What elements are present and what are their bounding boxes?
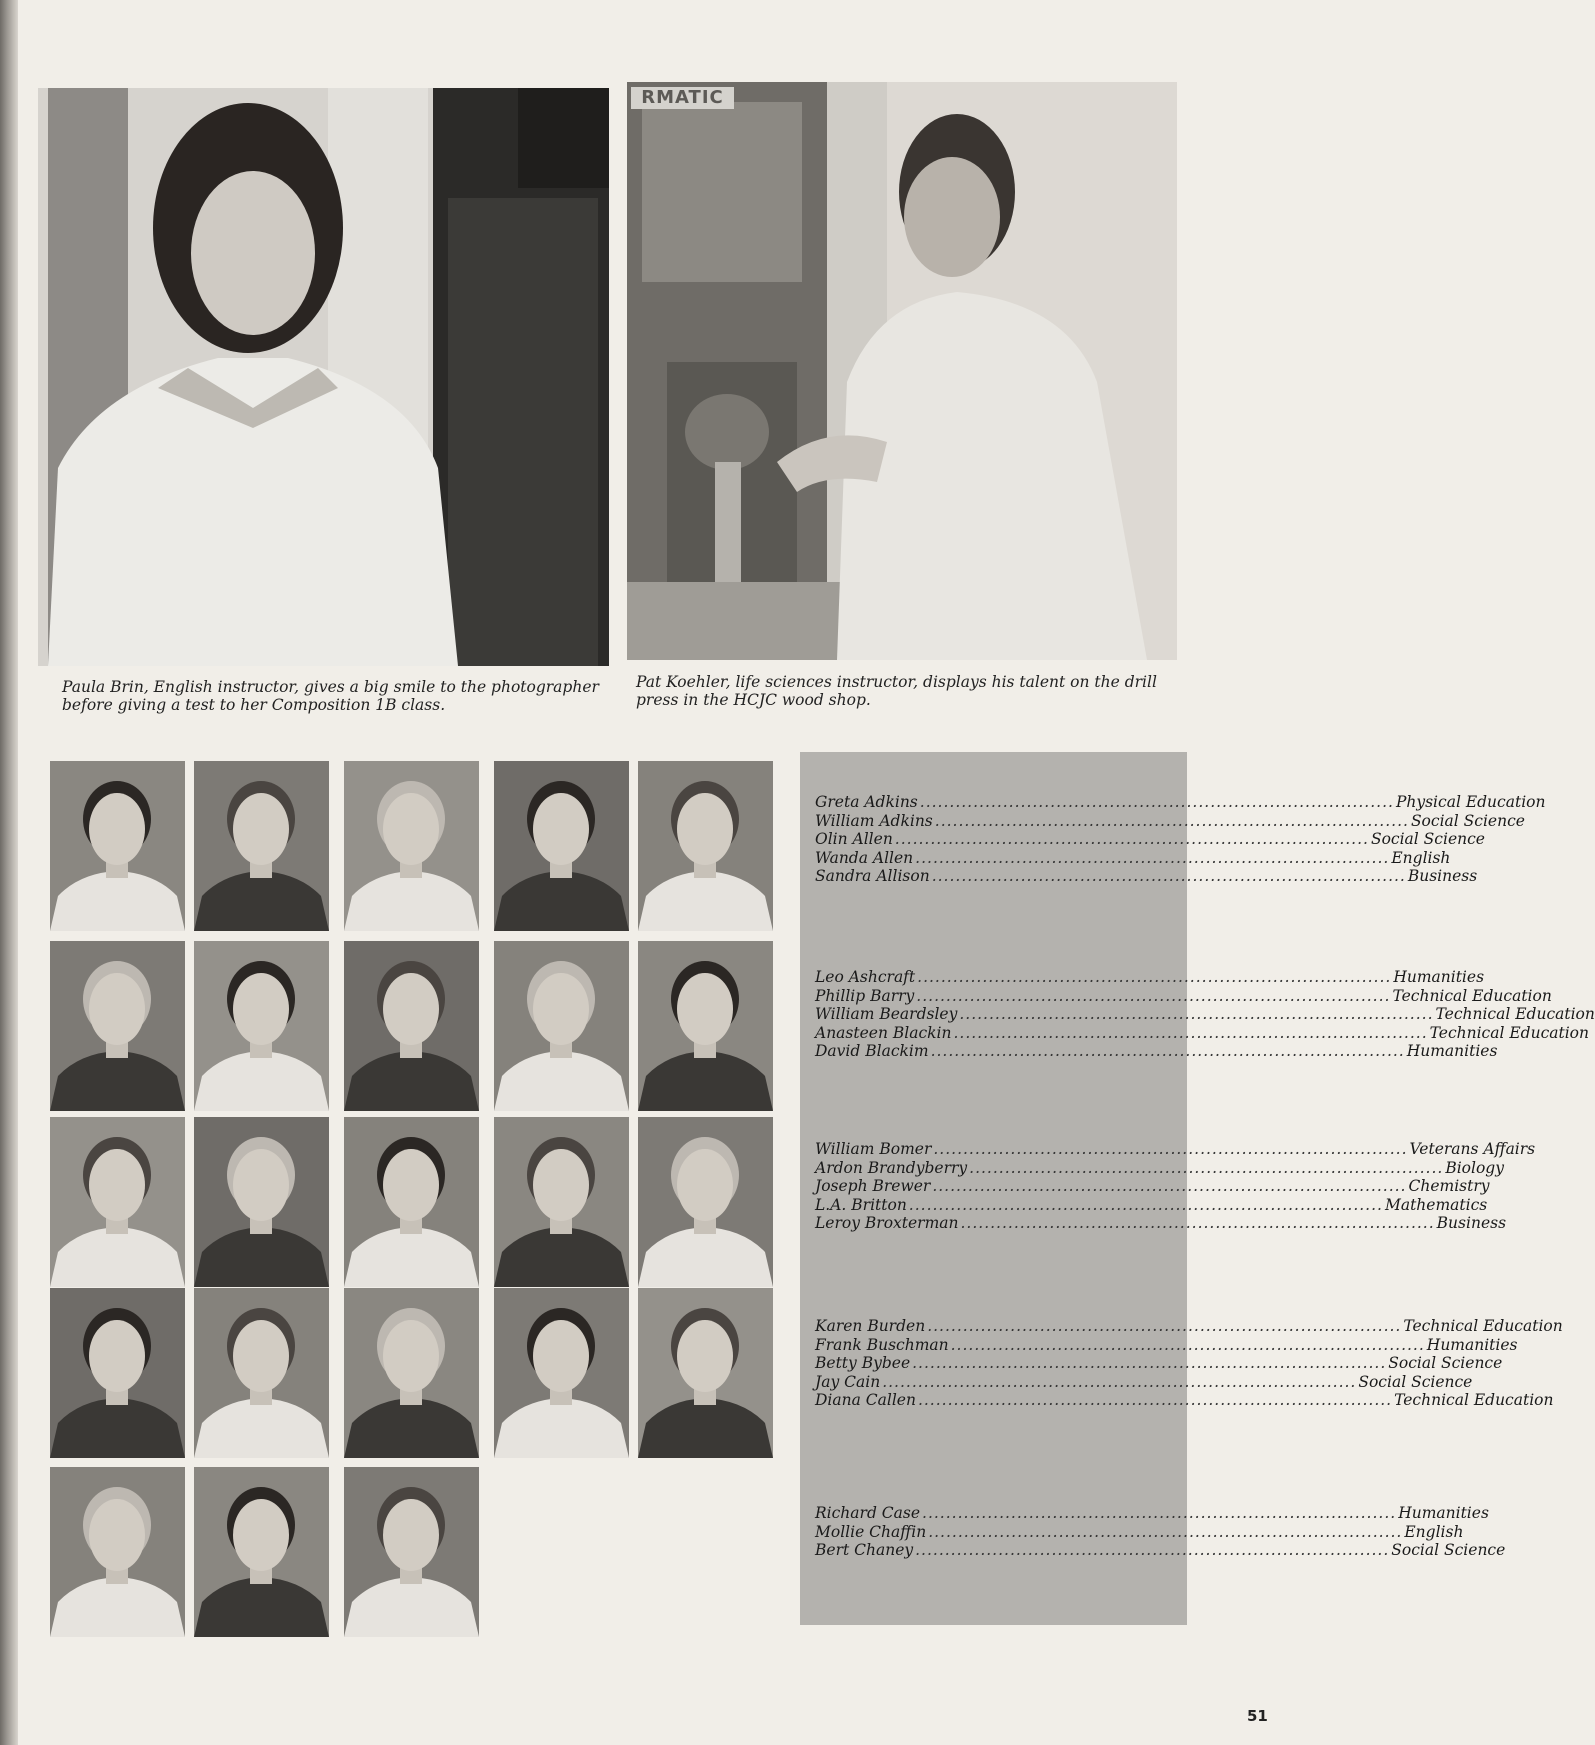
roster-entry: Anasteen Blackin ..... Technical Education	[815, 1024, 1165, 1043]
photo-pat-koehler	[627, 82, 1177, 660]
roster-entry: William Beardsley ..... Technical Education	[815, 1005, 1165, 1024]
faculty-portrait	[50, 1117, 185, 1287]
roster-entry: Leroy Broxterman ..... Business	[815, 1214, 1165, 1233]
faculty-portrait	[344, 761, 479, 931]
roster-entry: Wanda Allen ..... English	[815, 849, 1165, 868]
roster-entry: Bert Chaney ..... Social Science	[815, 1541, 1165, 1560]
roster-entry: Mollie Chaffin ..... English	[815, 1523, 1165, 1542]
roster-group-3	[815, 1140, 1536, 1233]
faculty-portrait	[344, 1117, 479, 1287]
faculty-portrait	[50, 761, 185, 931]
roster-group-2	[815, 968, 1595, 1061]
roster-entry: William Adkins ..... Social Science	[815, 812, 1165, 831]
faculty-portrait	[194, 761, 329, 931]
roster-entry: Leo Ashcraft ..... Humanities	[815, 968, 1165, 987]
faculty-portrait	[638, 941, 773, 1111]
roster-group-1	[815, 793, 1546, 886]
roster-entry: Karen Burden ..... Technical Education	[815, 1317, 1165, 1336]
page-number: 51	[1247, 1707, 1268, 1725]
photo-paula-brin	[38, 88, 609, 666]
faculty-portrait	[638, 761, 773, 931]
faculty-portrait	[194, 941, 329, 1111]
roster-entry: Betty Bybee ..... Social Science	[815, 1354, 1165, 1373]
faculty-portrait	[494, 941, 629, 1111]
faculty-portrait	[194, 1467, 329, 1637]
roster-entry: William Bomer ..... Veterans Affairs	[815, 1140, 1165, 1159]
faculty-roster-panel	[800, 752, 1595, 1625]
faculty-portrait	[494, 1288, 629, 1458]
roster-entry: Greta Adkins ..... Physical Education	[815, 793, 1165, 812]
machine-sign: RMATIC	[631, 87, 734, 109]
roster-entry: Phillip Barry ..... Technical Education	[815, 987, 1165, 1006]
faculty-portrait	[344, 1467, 479, 1637]
faculty-portrait	[344, 1288, 479, 1458]
roster-entry: L.A. Britton ..... Mathematics	[815, 1196, 1165, 1215]
roster-entry: Ardon Brandyberry ..... Biology	[815, 1159, 1165, 1178]
faculty-portrait	[50, 1467, 185, 1637]
roster-group-5	[815, 1504, 1506, 1560]
roster-entry: Richard Case ..... Humanities	[815, 1504, 1165, 1523]
roster-group-4	[815, 1317, 1563, 1410]
faculty-portrait	[50, 1288, 185, 1458]
roster-entry: David Blackim ..... Humanities	[815, 1042, 1165, 1061]
roster-entry: Jay Cain ..... Social Science	[815, 1373, 1165, 1392]
faculty-portrait	[50, 941, 185, 1111]
roster-entry: Frank Buschman ..... Humanities	[815, 1336, 1165, 1355]
faculty-portrait	[638, 1117, 773, 1287]
caption-pat-koehler: Pat Koehler, life sciences instructor, displays his talent on the drill press in the HCJC wood shop.	[636, 673, 1157, 709]
page-binding-shadow	[0, 0, 18, 1745]
roster-entry: Olin Allen ..... Social Science	[815, 830, 1165, 849]
faculty-portrait	[194, 1288, 329, 1458]
roster-entry: Sandra Allison ..... Business	[815, 867, 1165, 886]
faculty-portrait	[638, 1288, 773, 1458]
roster-entry: Joseph Brewer ..... Chemistry	[815, 1177, 1165, 1196]
faculty-portrait	[494, 1117, 629, 1287]
faculty-portrait	[344, 941, 479, 1111]
roster-entry: Diana Callen ..... Technical Education	[815, 1391, 1165, 1410]
faculty-portrait	[494, 761, 629, 931]
faculty-portrait	[194, 1117, 329, 1287]
caption-paula-brin: Paula Brin, English instructor, gives a big smile to the photographer before giving a test to her Composition 1B class.	[62, 678, 599, 714]
